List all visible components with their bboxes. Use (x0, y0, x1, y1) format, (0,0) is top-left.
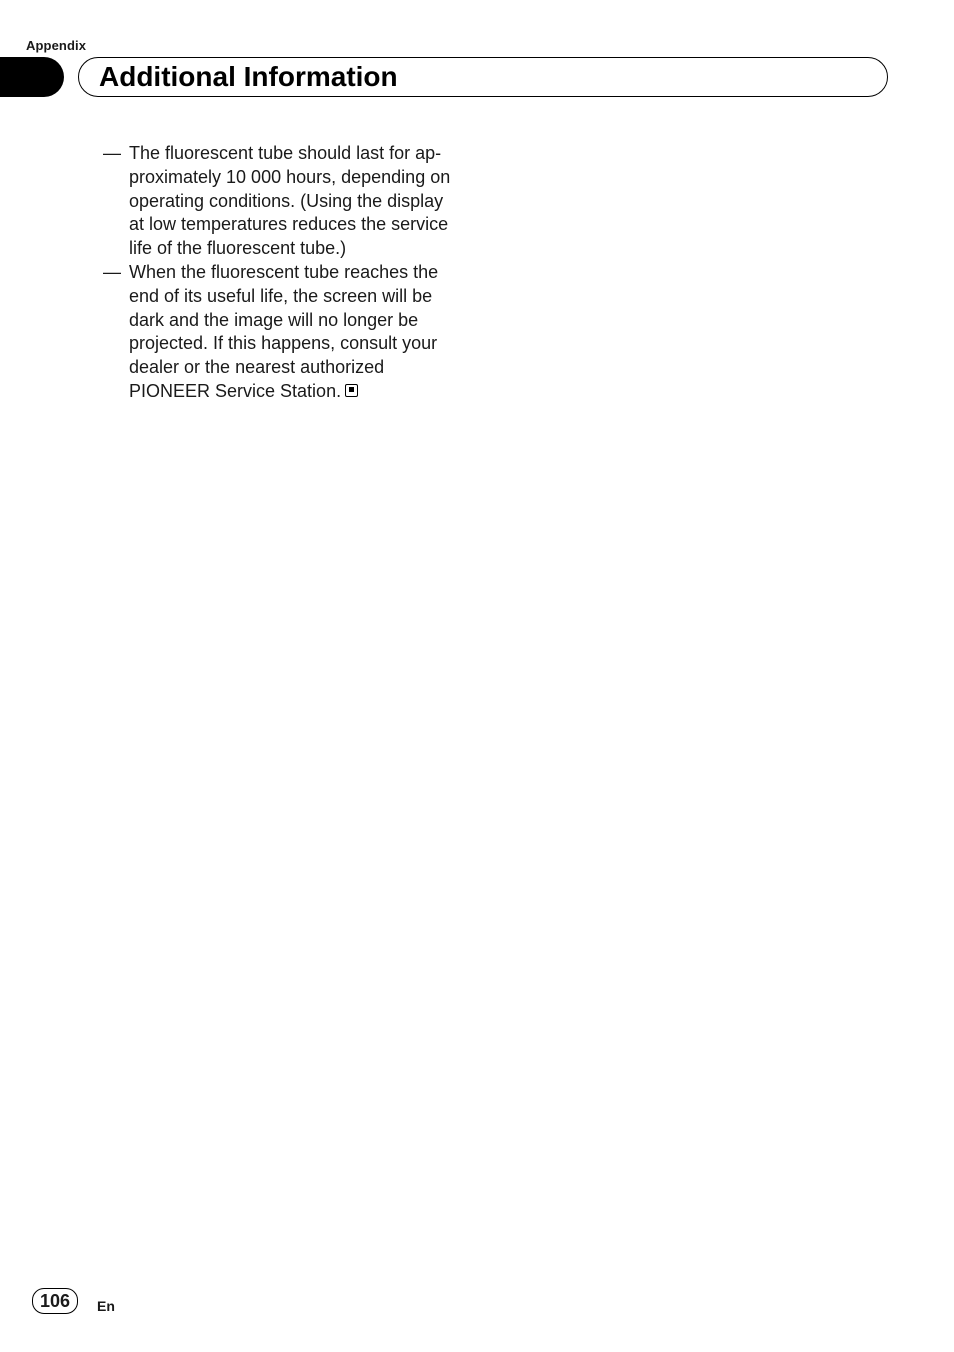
title-bar (78, 57, 888, 97)
list-item-text (129, 261, 463, 404)
list-item (103, 142, 463, 261)
section-label: Appendix (26, 38, 87, 53)
dash-bullet: — (103, 143, 121, 163)
text-line: life of the fluorescent tube.) (129, 238, 347, 259)
text-line: end of its useful life, the screen will be (129, 285, 433, 306)
text-line: dealer or the nearest authorized (129, 357, 385, 378)
end-of-section-icon (345, 384, 358, 397)
text-line: PIONEER Service Station. (129, 380, 342, 401)
text-line: The fluorescent tube should last for ap- (129, 143, 442, 163)
list-item (103, 261, 463, 404)
section-tab-marker (0, 57, 64, 97)
body-text (103, 142, 463, 404)
text-line: operating conditions. (Using the display (129, 190, 444, 211)
text-line: dark and the image will no longer be (129, 309, 419, 330)
text-line: at low temperatures reduces the service (129, 214, 449, 235)
list-item-text (129, 142, 463, 261)
text-line: proximately 10 000 hours, depending on (129, 166, 451, 187)
page-number: 106 (32, 1288, 78, 1314)
dash-bullet: — (103, 261, 121, 282)
page-title: Additional Information (99, 61, 398, 92)
language-code: En (97, 1298, 115, 1314)
text-line: projected. If this happens, consult your (129, 333, 438, 354)
text-line: When the fluorescent tube reaches the (129, 261, 439, 282)
